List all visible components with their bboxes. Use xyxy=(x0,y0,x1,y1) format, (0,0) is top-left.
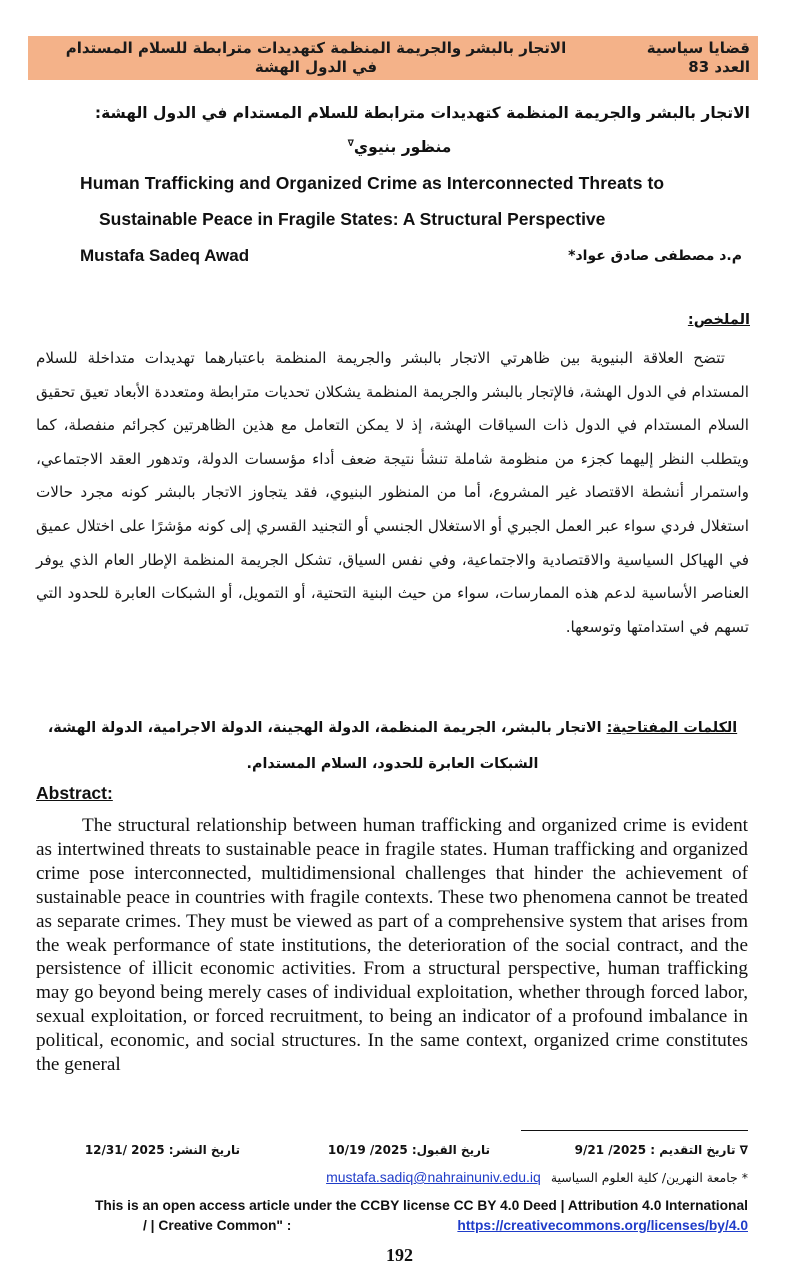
footnote-mark-triangle-icon: ∇ xyxy=(347,138,354,149)
footnote-separator xyxy=(521,1130,748,1131)
affiliation-text: * جامعة النهرين/ كلية العلوم السياسية xyxy=(550,1170,748,1185)
license-line2 xyxy=(36,1216,748,1236)
license-url-link[interactable]: https://creativecommons.org/licenses/by/4.0 xyxy=(457,1218,748,1233)
running-title-line2: في الدول الهشة xyxy=(254,58,378,76)
arabic-abstract-heading: الملخص: xyxy=(687,312,750,328)
journal-name: قضايا سياسية xyxy=(646,39,750,57)
keywords-line2: الشبكات العابرة للحدود، السلام المستدام. xyxy=(246,756,539,772)
license-notice xyxy=(36,1196,748,1236)
author-name-arabic: م.د مصطفى صادق عواد* xyxy=(568,248,742,264)
publication-date: تاريخ النشر: 2025 /12/31 xyxy=(84,1143,240,1157)
english-abstract-body: The structural relationship between human trafficking and organized crime is evident as intertwined threats to sustainable peace in fragile states. Human trafficking and organized crime pose interconnected, multidimensional challenges that hinder the achievement of sustainable peace in countries with fragile contexts. These two phenomena cannot be treated as separate crimes. They must be viewed as part of a comprehensive system that arises from the weak performance of state institutions, the deterioration of the social contract, and the persistence of illicit economic activities. From a structural perspective, human trafficking may go beyond being merely cases of individual exploitation, whether through forced labor, sexual exploitation, or forced recruitment, to being an indicator of a profound imbalance in political, economic, and social structures. In the same context, organized crime constitutes the general xyxy=(36,815,748,1076)
english-title-line2: Sustainable Peace in Fragile States: A Structural Perspective xyxy=(99,209,606,229)
acceptance-date: تاريخ القبول: 2025/ 10/19 xyxy=(327,1143,490,1157)
keywords-line1 xyxy=(36,710,749,746)
page-number: 192 xyxy=(386,1245,413,1265)
arabic-abstract-body: تتضح العلاقة البنيوية بين ظاهرتي الاتجار بالبشر والجريمة المنظمة باعتبارهما تهديدات متداخلة للسلام المستدام في الدول الهشة، فالإتجار بالبشر والجريمة المنظمة يشكلان تحديات مترابطة ومتعددة الأبعاد تعيق تحقيق السلام المستدام في الدول ذات السياقات الهشة، إذ لا يمكن التعامل مع هذين الظاهرتين كجرائم منفصلة، كما ويتطلب النظر إليهما كجزء من منظومة شاملة تنشأ نتيجة ضعف أداء مؤسسات الدولة، وتدهور العقد الاجتماعي، واستمرار أنشطة الاقتصاد غير المشروع، أما من المنظور البنيوي، فقد يتجاوز الاتجار بالبشر كونه مجرد حالات استغلال فردي سواء عبر العمل الجبري أو الاستغلال الجنسي أو التجنيد القسري إلى كونه مؤشرًا على اختلال عميق في الهياكل السياسية والاقتصادية والاجتماعية، وفي نفس السياق، تشكل الجريمة المنظمة الإطار العام الذي يوفر العناصر الأساسية لدعم هذه الممارسات، سواء من حيث البنية التحتية، أو التمويل، أو الشبكات العابرة للحدود التي تسهم في استدامتها وتوسعها. xyxy=(36,349,749,636)
arabic-keywords xyxy=(36,710,749,782)
running-title-line1: الاتجار بالبشر والجريمة المنظمة كتهديدات مترابطة للسلام المستدام xyxy=(65,39,567,57)
running-header xyxy=(28,36,758,80)
english-abstract-heading: Abstract: xyxy=(36,783,113,803)
author-affiliation xyxy=(326,1167,748,1188)
issue-number: العدد 83 xyxy=(688,58,750,76)
author-email-link[interactable]: mustafa.sadiq@nahrainuniv.edu.iq xyxy=(326,1169,541,1185)
running-title xyxy=(36,39,596,77)
arabic-title-line1: الاتجار بالبشر والجريمة المنظمة كتهديدات مترابطة للسلام المستدام في الدول الهشة: xyxy=(94,104,750,122)
keywords-label: الكلمات المفتاحية: xyxy=(606,720,738,736)
arabic-title-line2 xyxy=(0,138,799,156)
submission-date: ∇ تاريخ التقديم : 2025/ 9/21 xyxy=(574,1143,748,1157)
journal-info xyxy=(647,39,750,77)
arabic-title-subtitle: منظور بنيوي xyxy=(353,138,452,156)
english-title-line1: Human Trafficking and Organized Crime as Interconnected Threats to xyxy=(80,173,665,193)
license-line1: This is an open access article under the CCBY license CC BY 4.0 Deed | Attribution 4.0 International xyxy=(94,1198,748,1213)
license-creative-common: / | Creative Common" : xyxy=(143,1218,292,1233)
keywords-list-part1: الاتجار بالبشر، الجريمة المنظمة، الدولة الهجينة، الدولة الاجرامية، الدولة الهشة، xyxy=(47,720,607,736)
author-name-english: Mustafa Sadeq Awad xyxy=(80,246,250,265)
